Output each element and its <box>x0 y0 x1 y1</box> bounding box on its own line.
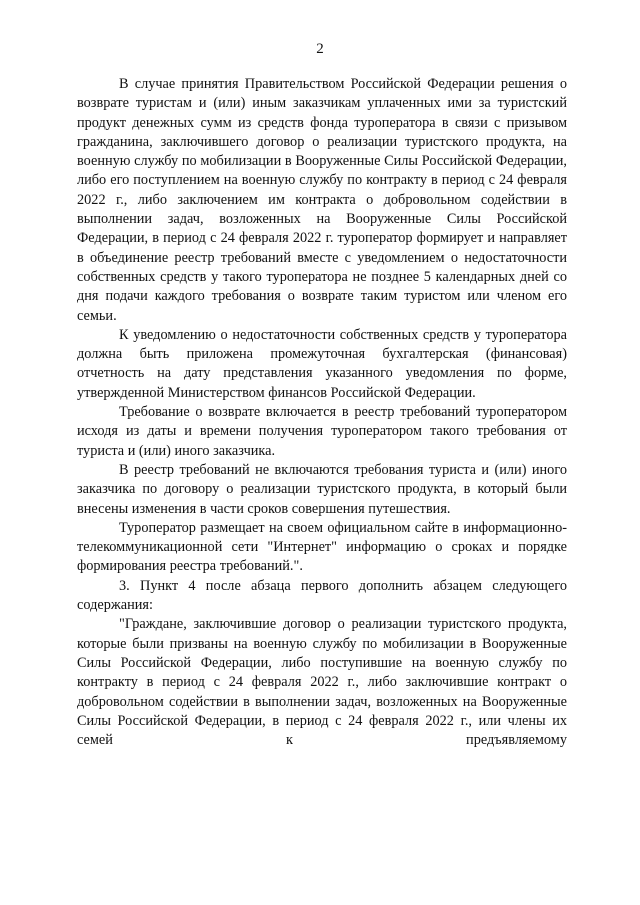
paragraph-registry-exclusion: В реестр требований не включаются требования туриста и (или) иного заказчика по договору о реализации туристского продукта, в который были внесены изменения в части сроков совершения путешествия. <box>77 461 567 517</box>
page-number: 2 <box>316 41 324 57</box>
paragraph-citizens-clause: "Граждане, заключившие договор о реализации туристского продукта, которые были призваны на военную службу по мобилизации в Вооруженные Силы Российской Федерации, либо поступившие на военную службу по контракту в период с 24 февраля 2022 г., либо заключившие контракт о добровольном содействии в выполнении задач, возложенных на Вооруженные Силы Российской Федерации, в период с 24 февраля 2022 г., или члены их семей к предъявляемому <box>77 616 567 749</box>
paragraph-registry-inclusion: Требование о возврате включается в реестр требований туроператором исходя из даты и времени получения туроператором такого требования от туриста и (или) иного заказчика. <box>77 404 567 459</box>
paragraph-refund-registry: В случае принятия Правительством Российской Федерации решения о возврате туристам и (или) иным заказчикам уплаченных ими за туристский продукт денежных сумм из средств фонда туроператора в связи с призывом гражданина, заключившего договор о реализации туристского продукта, на военную службу по мобилизации в Вооруженные Силы Российской Федерации, либо его поступлением на военную службу по контракту в период с 24 февраля 2022 г., либо заключением им контракта о добровольном содействии в выполнении задач, возложенных на Вооруженные Силы Российской Федерации, в период с 24 февраля 2022 г. туроператор формирует и направляет в объединение реестр требований вместе с уведомлением о недостаточности собственных средств у такого туроператора не позднее 5 календарных дней со дня подачи каждого требования о возврате таким туристом или членом его семьи. <box>77 76 567 324</box>
paragraph-insufficiency-notice: К уведомлению о недостаточности собственных средств у туроператора должна быть приложена промежуточная бухгалтерская (финансовая) отчетность на дату представления указанного уведомления по форме, утвержденной Министерством финансов Российской Федерации. <box>77 326 567 401</box>
document-body <box>77 75 567 750</box>
paragraph-website-publication: Туроператор размещает на своем официальном сайте в информационно-телекоммуникационной сети "Интернет" информацию о сроках и порядке формирования реестра требований.". <box>77 519 567 575</box>
paragraph-item-3-amendment: 3. Пункт 4 после абзаца первого дополнить абзацем следующего содержания: <box>77 577 567 614</box>
